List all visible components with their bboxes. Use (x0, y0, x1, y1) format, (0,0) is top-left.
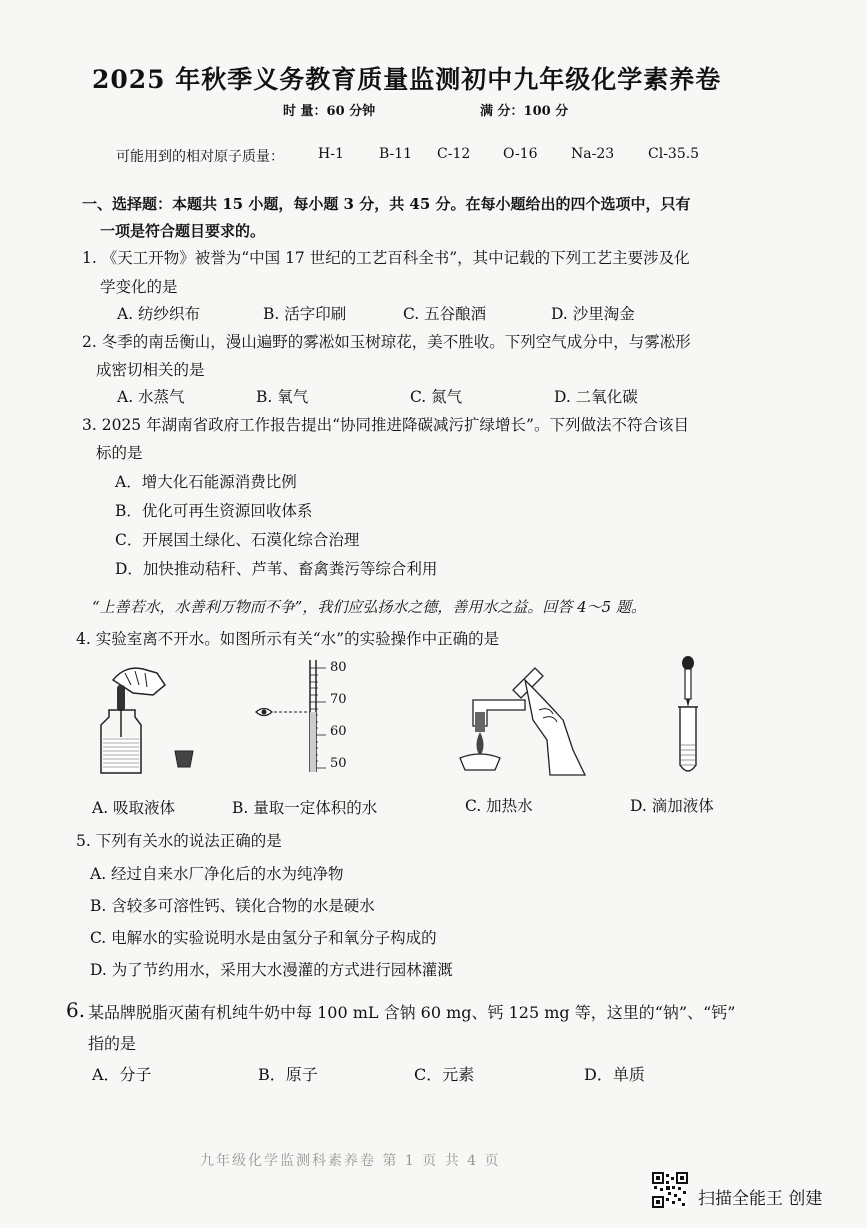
option: B. 含较多可溶性钙、镁化合物的水是硬水 (90, 897, 375, 915)
option: B. 量取一定体积的水 (232, 799, 378, 817)
exam-score: 满 分：100 分 (480, 104, 569, 119)
option: B. 氧气 (256, 388, 309, 406)
option: C. 加热水 (465, 797, 533, 815)
option: A．增大化石能源消费比例 (115, 473, 297, 491)
atomic-label: 可能用到的相对原子质量： (116, 149, 284, 165)
qr-code-icon (652, 1172, 688, 1208)
atomic-item: Na-23 (571, 146, 615, 162)
question-3-cont: 标的是 (96, 444, 143, 462)
scale-tick-label: 60 (330, 724, 347, 739)
option: C. 五谷酿酒 (403, 305, 487, 323)
option: C．开展国土绿化、石漠化综合治理 (115, 531, 360, 549)
atomic-item: B-11 (379, 146, 413, 162)
option: B. 活字印刷 (263, 305, 347, 323)
atomic-mass-line (116, 146, 816, 166)
question-4: 4. 实验室离不开水。如图所示有关“水”的实验操作中正确的是 (76, 630, 500, 648)
option: D. 为了节约用水，采用大水漫灌的方式进行园林灌溉 (90, 961, 453, 979)
page-footer: 九年级化学监测科素养卷 第 1 页 共 4 页 (200, 1153, 501, 1169)
option: C. 氮气 (410, 388, 463, 406)
question-6-number: 6. (66, 998, 86, 1022)
option: D. 二氧化碳 (554, 388, 638, 406)
atomic-item: C-12 (437, 146, 471, 162)
question-1: 1. 《天工开物》被誉为“中国 17 世纪的工艺百科全书”，其中记载的下列工艺主要涉及化 (82, 249, 690, 267)
option: A. 纺纱织布 (117, 305, 201, 323)
option: D．加快推动秸秆、芦苇、畜禽粪污等综合利用 (115, 560, 438, 578)
scale-tick-label: 80 (330, 660, 347, 675)
scanner-watermark: 扫描全能王 创建 (698, 1189, 823, 1209)
option: D. 沙里淘金 (551, 305, 635, 323)
question-1-cont: 学变化的是 (100, 278, 178, 296)
question-6: 某品牌脱脂灭菌有机纯牛奶中每 100 mL 含钠 60 mg、钙 125 mg 等，这里的“钠”、“钙” (88, 1003, 736, 1022)
atomic-item: H-1 (318, 146, 344, 162)
question-2: 2. 冬季的南岳衡山，漫山遍野的雾凇如玉树琼花，美不胜收。下列空气成分中，与雾凇形 (82, 333, 691, 351)
figure-c-heating (455, 660, 595, 780)
passage-intro: “上善若水，水善利万物而不争”，我们应弘扬水之德，善用水之益。回答 4～5 题。 (92, 598, 646, 616)
scale-tick-label: 50 (330, 756, 347, 771)
question-3: 3. 2025 年湖南省政府工作报告提出“协同推进降碳减污扩绿增长”。下列做法不符合该目 (82, 416, 689, 434)
option: A．分子 (92, 1065, 152, 1084)
option: A. 吸取液体 (92, 799, 176, 817)
question-6-cont: 指的是 (88, 1034, 137, 1053)
atomic-item: Cl-35.5 (648, 146, 700, 162)
figure-d-dropping (672, 655, 712, 780)
question-5: 5. 下列有关水的说法正确的是 (76, 832, 282, 850)
option: A. 水蒸气 (117, 388, 185, 406)
option: B．原子 (258, 1065, 318, 1084)
exam-time: 时 量：60 分钟 (283, 104, 376, 119)
option: D. 滴加液体 (630, 797, 714, 815)
figure-a-dropper-bottle (95, 655, 205, 780)
scale-tick-label: 70 (330, 692, 347, 707)
page-title: 2025 年秋季义务教育质量监测初中九年级化学素养卷 (92, 65, 722, 94)
option: A. 经过自来水厂净化后的水为纯净物 (90, 865, 344, 883)
section-heading: 一、选择题：本题共 15 小题，每小题 3 分，共 45 分。在每小题给出的四个选项中，只有 (82, 195, 691, 213)
option: D．单质 (584, 1065, 645, 1084)
option: C. 电解水的实验说明水是由氢分子和氧分子构成的 (90, 929, 437, 947)
atomic-item: O-16 (503, 146, 538, 162)
option: B．优化可再生资源回收体系 (115, 502, 313, 520)
section-heading-cont: 一项是符合题目要求的。 (100, 222, 266, 240)
option: C．元素 (414, 1065, 475, 1084)
question-2-cont: 成密切相关的是 (96, 361, 205, 379)
